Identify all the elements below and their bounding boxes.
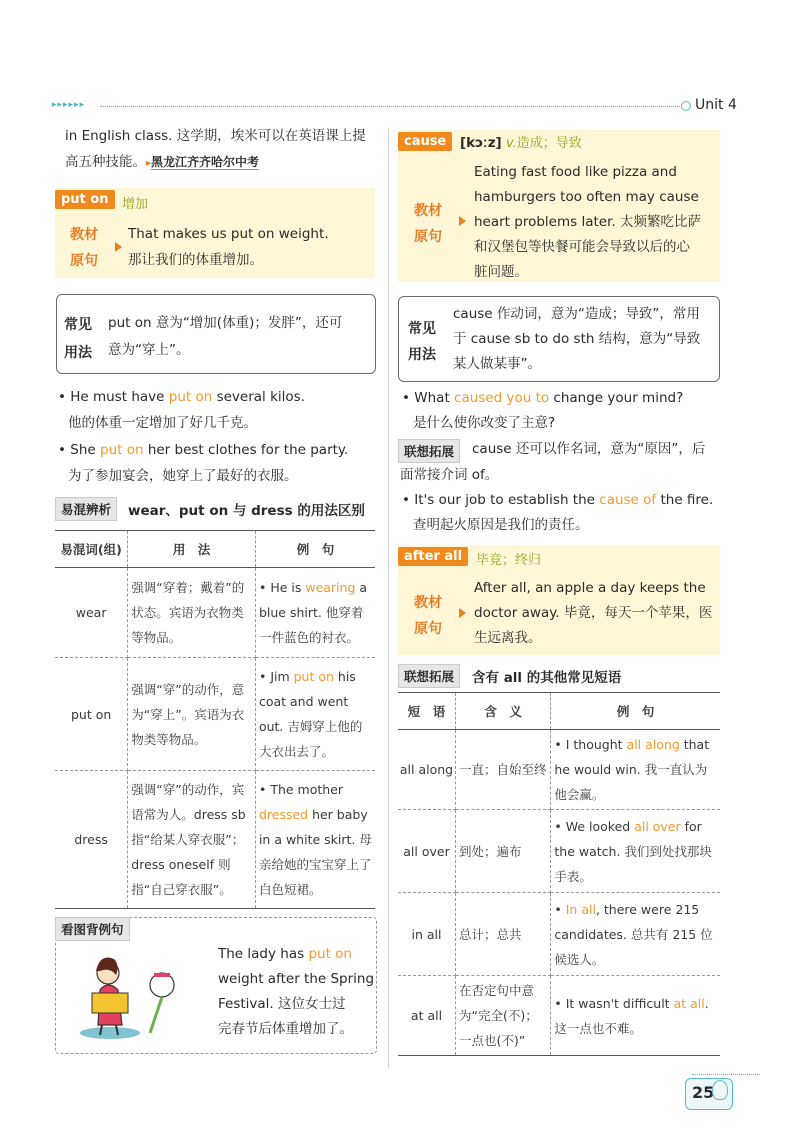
extend-1-line-1: cause 还可以作名词，意为“原因”，后 (472, 441, 706, 457)
cause-phon-text: [kɔːz] (460, 135, 502, 151)
usage-line-1: put on 意为“增加(体重)；发胖”，还可 (108, 315, 343, 331)
cell-post: her baby in a white skirt. 母亲给她的宝宝穿上了白色短裙。 (258, 807, 372, 897)
table-cell: • We looked all over for the watch. 我们到处找那块手表。 (551, 810, 720, 893)
pic-hl: put on (308, 946, 352, 962)
cause-pos: v. (506, 136, 517, 151)
ex1-post: several kilos. (212, 389, 305, 405)
put-on-arrow-icon (115, 242, 122, 252)
table-cell: 强调“穿”的动作，宾语常为人。dress sb 指“给某人穿衣服”；dress oneself 则指“自己穿衣服”。 (128, 771, 256, 909)
table-row (398, 730, 720, 810)
cell-pre: He is (270, 580, 306, 595)
cell-hl: at all (673, 995, 705, 1011)
table-cell: • In all, there were 215 candidates. 总共有 215 位候选人。 (551, 893, 720, 976)
table-cell: 强调“穿”的动作，意为“穿上”。宾语为衣物类等物品。 (128, 658, 256, 771)
table-cell: 一直；自始至终 (456, 730, 551, 810)
cause-line-4: 和汉堡包等快餐可能会导致以后的心 (474, 239, 690, 255)
table-row (55, 568, 375, 658)
extend-1-line-2: 面常接介词 of。 (400, 467, 499, 483)
cause-example-1-en: • What caused you to change your mind? (402, 390, 684, 406)
cause-example-2-en: • It's our job to establish the cause of the fire. (402, 492, 714, 508)
cell-pre: It wasn't difficult (565, 995, 674, 1011)
footer-rule (692, 1074, 760, 1075)
usage-r-line-2: 于 cause sb to do sth 结构，意为“导致 (453, 331, 701, 347)
put-on-sentence-en: That makes us put on weight. (128, 226, 329, 242)
table-cell: at all (398, 976, 456, 1056)
cell-post: for the watch. 我们到处找那块手表。 (554, 818, 712, 884)
table-cell: • It wasn't difficult at all. 这一点也不难。 (551, 976, 720, 1056)
table-cell: all along (398, 730, 456, 810)
table-row (55, 771, 375, 909)
put-on-meaning: 增加 (122, 197, 149, 212)
r-ex2-pre: It's our job to establish the (414, 492, 600, 508)
put-on-sentence-cn: 那让我们的体重增加。 (128, 252, 263, 268)
after-all-arrow-icon (459, 608, 466, 618)
cause-line-3: heart problems later. 太频繁吃比萨 (474, 214, 701, 230)
cause-line-5: 脏问题。 (474, 264, 528, 280)
r-ex2-hl: cause of (599, 492, 657, 508)
cell-hl: put on (293, 669, 334, 684)
ex2-hl: put on (100, 442, 144, 458)
cell-hl: all along (626, 737, 680, 752)
column-divider (388, 128, 389, 1068)
compare-table (55, 530, 375, 909)
cell-post: that he would win. 我一直认为他会赢。 (554, 737, 710, 802)
picture-line-4: 完春节后体重增加了。 (218, 1021, 353, 1037)
after-all-line-3: 生远离我。 (474, 630, 542, 646)
cell-hl: dressed (258, 807, 309, 822)
r-ex1-pre: What (414, 390, 455, 406)
ex1-pre: He must have (70, 389, 169, 405)
put-on-src-label-2: 原句 (70, 253, 98, 269)
table-header-row (55, 531, 375, 568)
compare-title: wear、put on 与 dress 的用法区别 (128, 503, 365, 519)
after-all-tag: after all (398, 547, 468, 566)
cause-line-2: hamburgers too often may cause (474, 189, 699, 205)
cause-arrow-icon (459, 216, 466, 226)
cause-src-label-2: 原句 (414, 229, 442, 245)
page-number: 25 (692, 1083, 715, 1102)
ex2-pre: She (70, 442, 100, 458)
cell-hl: wearing (305, 580, 356, 595)
after-all-src-label-2: 原句 (414, 621, 442, 637)
compare-button: 易混辨析 (55, 497, 117, 521)
table-row (398, 893, 720, 976)
header-rule (100, 106, 680, 107)
cause-meaning: 造成；导致 (516, 136, 582, 151)
table-header: 用 法 (128, 531, 256, 568)
r-ex1-hl: caused you to (454, 390, 550, 406)
table-cell: all over (398, 810, 456, 893)
table-header: 例 句 (551, 693, 720, 730)
table-cell: 到处；遍布 (456, 810, 551, 893)
extend-button-1: 联想拓展 (398, 439, 460, 463)
usage-line-2: 意为“穿上”。 (108, 342, 190, 358)
table-cell: 强调“穿着；戴着”的状态。宾语为衣物类等物品。 (128, 568, 256, 658)
table-header-row (398, 693, 720, 730)
table-row (398, 810, 720, 893)
cause-phon (460, 132, 582, 151)
table-cell: 在否定句中意为“完全(不)；一点也(不)” (456, 976, 551, 1056)
put-on-tag: put on (55, 190, 115, 209)
cell-pre: I thought (565, 737, 627, 752)
balloon-icon (712, 1080, 728, 1100)
cell-pre: The mother (270, 782, 344, 797)
usage-r-line-1: cause 作动词，意为“造成；导致”，常用 (453, 306, 700, 322)
table-cell: 总计；总共 (456, 893, 551, 976)
after-all-meaning: 毕竟；终归 (476, 553, 542, 568)
cause-tag: cause (398, 132, 452, 151)
header-arrows: ▸▸▸▸▸▸ (52, 100, 86, 110)
picture-line-2: weight after the Spring (218, 971, 375, 987)
table-cell: put on (55, 658, 128, 771)
cell-hl: all over (634, 818, 681, 834)
ex2-post: her best clothes for the party. (143, 442, 349, 458)
example-1-en: • He must have put on several kilos. (58, 389, 305, 405)
usage-label-r1: 常见 (408, 321, 436, 337)
table-header: 短 语 (398, 693, 456, 730)
table-header: 例 句 (255, 531, 375, 568)
cause-src-label-1: 教材 (414, 203, 442, 219)
cause-example-1-cn: 是什么使你改变了主意? (413, 415, 556, 431)
left-top-line-1: in English class. 这学期，埃米可以在英语课上提 (65, 128, 366, 144)
source-arrow-icon: ▸ (146, 158, 152, 169)
table-cell: • Jim put on his coat and went out. 吉姆穿上他的大衣出去了。 (255, 658, 375, 771)
cell-post: , there were 215 candidates. 总共有 215 位候选人。 (554, 901, 713, 967)
after-all-src-label-1: 教材 (414, 595, 442, 611)
example-2-en: • She put on her best clothes for the party. (58, 442, 349, 458)
table-row (398, 976, 720, 1056)
extend-button-2: 联想拓展 (398, 664, 460, 688)
picture-label: 看图背例句 (55, 917, 130, 941)
after-all-line-2: doctor away. 毕竟，每天一个苹果，医 (474, 605, 713, 621)
cell-hl: In all (565, 901, 596, 917)
usage-label-2: 用法 (64, 345, 92, 361)
usage-label-r2: 用法 (408, 347, 436, 363)
cause-line-1: Eating fast food like pizza and (474, 164, 677, 180)
table-cell: wear (55, 568, 128, 658)
example-1-cn: 他的体重一定增加了好几千克。 (68, 415, 257, 431)
cell-post: . 这一点也不难。 (554, 995, 709, 1036)
lady-scale-illustration (70, 945, 195, 1045)
extend-2-title: 含有 all 的其他常见短语 (472, 670, 622, 686)
table-cell: in all (398, 893, 456, 976)
usage-label-1: 常见 (64, 317, 92, 333)
r-ex2-post: the fire. (656, 492, 714, 508)
table-cell: • The mother dressed her baby in a white skirt. 母亲给她的宝宝穿上了白色短裙。 (255, 771, 375, 909)
table-cell: dress (55, 771, 128, 909)
cell-post: his coat and went out. 吉姆穿上他的大衣出去了。 (258, 669, 363, 759)
left-top-line-2-text: 高五种技能。 (65, 154, 146, 170)
after-all-line-1: After all, an apple a day keeps the (474, 580, 706, 596)
table-cell: • He is wearing a blue shirt. 他穿着一件蓝色的衬衣。 (255, 568, 375, 658)
picture-line-3: Festival. 这位女士过 (218, 996, 346, 1012)
table-header: 含 义 (456, 693, 551, 730)
all-phrase-table (398, 692, 720, 1056)
pic-pre: The lady has (218, 946, 309, 962)
header-circle-icon (681, 101, 691, 111)
r-ex1-post: change your mind? (549, 390, 684, 406)
unit-label: Unit 4 (695, 97, 737, 113)
ex1-hl: put on (168, 389, 213, 405)
example-2-cn: 为了参加宴会，她穿上了最好的衣服。 (68, 468, 298, 484)
picture-line-1 (218, 942, 352, 967)
cell-post: a blue shirt. 他穿着一件蓝色的衬衣。 (258, 580, 368, 645)
cell-pre: We looked (565, 818, 635, 834)
usage-r-line-3: 某人做某事”。 (453, 356, 541, 372)
cell-pre: Jim (270, 669, 294, 684)
table-header: 易混词(组) (55, 531, 128, 568)
table-cell: • I thought all along that he would win. 我一直认为他会赢。 (551, 730, 720, 810)
table-row (55, 658, 375, 771)
left-top-line-2 (65, 150, 259, 176)
cause-example-2-cn: 查明起火原因是我们的责任。 (413, 517, 589, 533)
put-on-src-label-1: 教材 (70, 227, 98, 243)
source-note: 黑龙江齐齐哈尔中考 (151, 155, 260, 169)
